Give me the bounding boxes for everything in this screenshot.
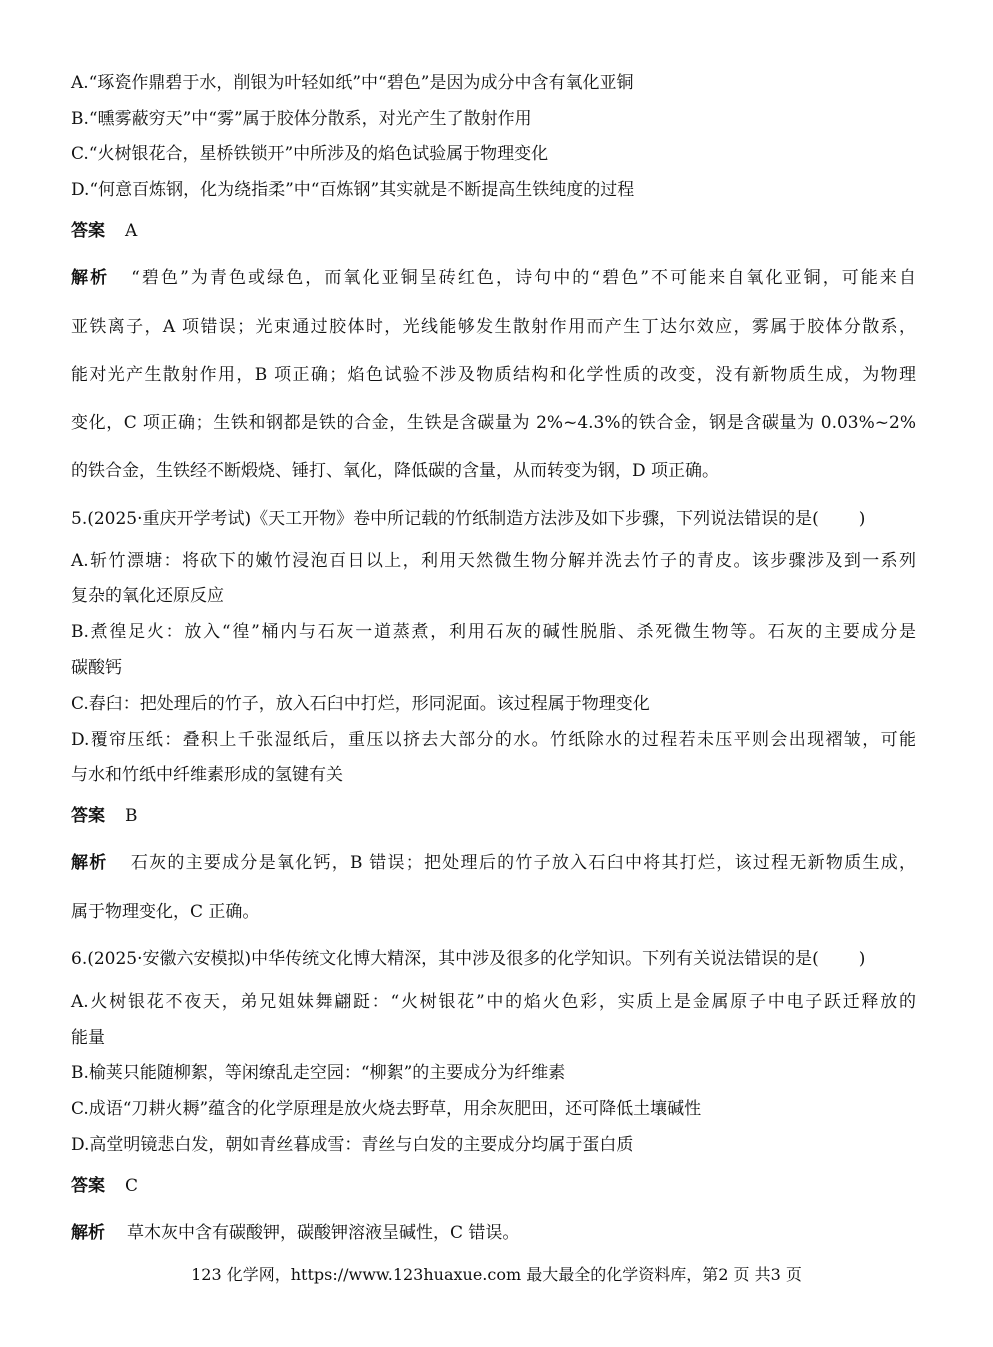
analysis-label: 解析 [71,1223,105,1243]
analysis-label: 解析 [71,853,108,873]
q5-option-b: B.煮徨足火：放入“徨”桶内与石灰一道蒸煮，利用石灰的碱性脱脂、杀死微生物等。石灰的主要成分是 [71,622,916,642]
q5-stem-text: 5.(2025·重庆开学考试)《天工开物》卷中所记载的竹纸制造方法涉及如下步骤，下列说法错误的是( [71,509,819,529]
q4-analysis-line-3: 能对光产生散射作用，B 项正确；焰色试验不涉及物质结构和化学性质的改变，没有新物质生成，为物理 [71,365,916,385]
analysis-text: 草木灰中含有碳酸钾，碳酸钾溶液呈碱性，C 错误。 [127,1223,520,1243]
page-footer: 123 化学网，https://www.123huaxue.com 最大最全的化学资料库，第2 页 共3 页 [191,1265,802,1284]
q6-option-a-cont: 能量 [71,1028,105,1048]
q4-analysis-line-2: 亚铁离子，A 项错误；光束通过胶体时，光线能够发生散射作用而产生丁达尔效应，雾属于胶体分散系， [71,317,916,337]
q6-stem-text: 6.(2025·安徽六安模拟)中华传统文化博大精深，其中涉及很多的化学知识。下列有关说法错误的是( [71,949,819,969]
q4-option-a: A.“琢瓷作鼎碧于水，削银为叶轻如纸”中“碧色”是因为成分中含有氧化亚铜 [71,73,634,93]
answer-value: B [125,806,138,826]
q5-option-d-cont: 与水和竹纸中纤维素形成的氢键有关 [71,765,343,785]
q5-analysis-line-2: 属于物理变化，C 正确。 [71,902,260,922]
q5-stem [71,508,916,530]
q6-option-b: B.榆荚只能随柳絮，等闲缭乱走空园：“柳絮”的主要成分为纤维素 [71,1063,566,1083]
q4-analysis-line-5: 的铁合金，生铁经不断煅烧、锤打、氧化，降低碳的含量，从而转变为钢，D 项正确。 [71,461,720,481]
q4-option-d: D.“何意百炼钢，化为绕指柔”中“百炼钢”其实就是不断提高生铁纯度的过程 [71,180,635,200]
q5-analysis-line-1 [71,852,916,874]
q5-option-d: D.覆帘压纸：叠积上千张湿纸后，重压以挤去大部分的水。竹纸除水的过程若未压平则会出现褶皱，可能 [71,730,916,750]
q6-option-c: C.成语“刀耕火耨”蕴含的化学原理是放火烧去野草，用余灰肥田，还可降低土壤碱性 [71,1099,702,1119]
q6-answer [71,1175,916,1197]
analysis-text: 石灰的主要成分是氧化钙，B 错误；把处理后的竹子放入石臼中将其打烂，该过程无新物质生成， [129,853,916,873]
q4-option-b: B.“曛雾蔽穷天”中“雾”属于胶体分散系，对光产生了散射作用 [71,109,532,129]
q6-option-a: A.火树银花不夜天，弟兄姐妹舞翩跹：“火树银花”中的焰火色彩，实质上是金属原子中电子跃迁释放的 [71,992,916,1012]
q5-option-a-cont: 复杂的氧化还原反应 [71,586,224,606]
answer-value: A [125,221,138,241]
q4-option-c: C.“火树银花合，星桥铁锁开”中所涉及的焰色试验属于物理变化 [71,144,549,164]
q4-answer [71,220,916,242]
q5-answer [71,805,916,827]
analysis-text: “碧色”为青色或绿色，而氧化亚铜呈砖红色，诗句中的“碧色”不可能来自氧化亚铜，可能来自 [131,268,917,288]
answer-label: 答案 [71,221,105,241]
answer-label: 答案 [71,1176,105,1196]
q6-analysis-line-1 [71,1222,916,1244]
answer-value: C [125,1176,139,1196]
q5-stem-close: ) [858,509,866,529]
q6-stem-close: ) [858,949,866,969]
q5-option-a: A.斩竹漂塘：将砍下的嫩竹浸泡百日以上，利用天然微生物分解并洗去竹子的青皮。该步骤涉及到一系列 [71,551,916,571]
q4-analysis-line-1 [71,267,916,289]
q5-option-b-cont: 碳酸钙 [71,658,122,678]
q5-option-c: C.舂臼：把处理后的竹子，放入石臼中打烂，形同泥面。该过程属于物理变化 [71,694,650,714]
q6-stem [71,948,916,970]
analysis-label: 解析 [71,268,110,288]
q6-option-d: D.高堂明镜悲白发，朝如青丝暮成雪：青丝与白发的主要成分均属于蛋白质 [71,1135,634,1155]
q4-analysis-line-4: 变化，C 项正确；生铁和钢都是铁的合金，生铁是含碳量为 2%~4.3%的铁合金，钢是含碳量为 0.03%~2% [71,413,916,433]
answer-label: 答案 [71,806,105,826]
